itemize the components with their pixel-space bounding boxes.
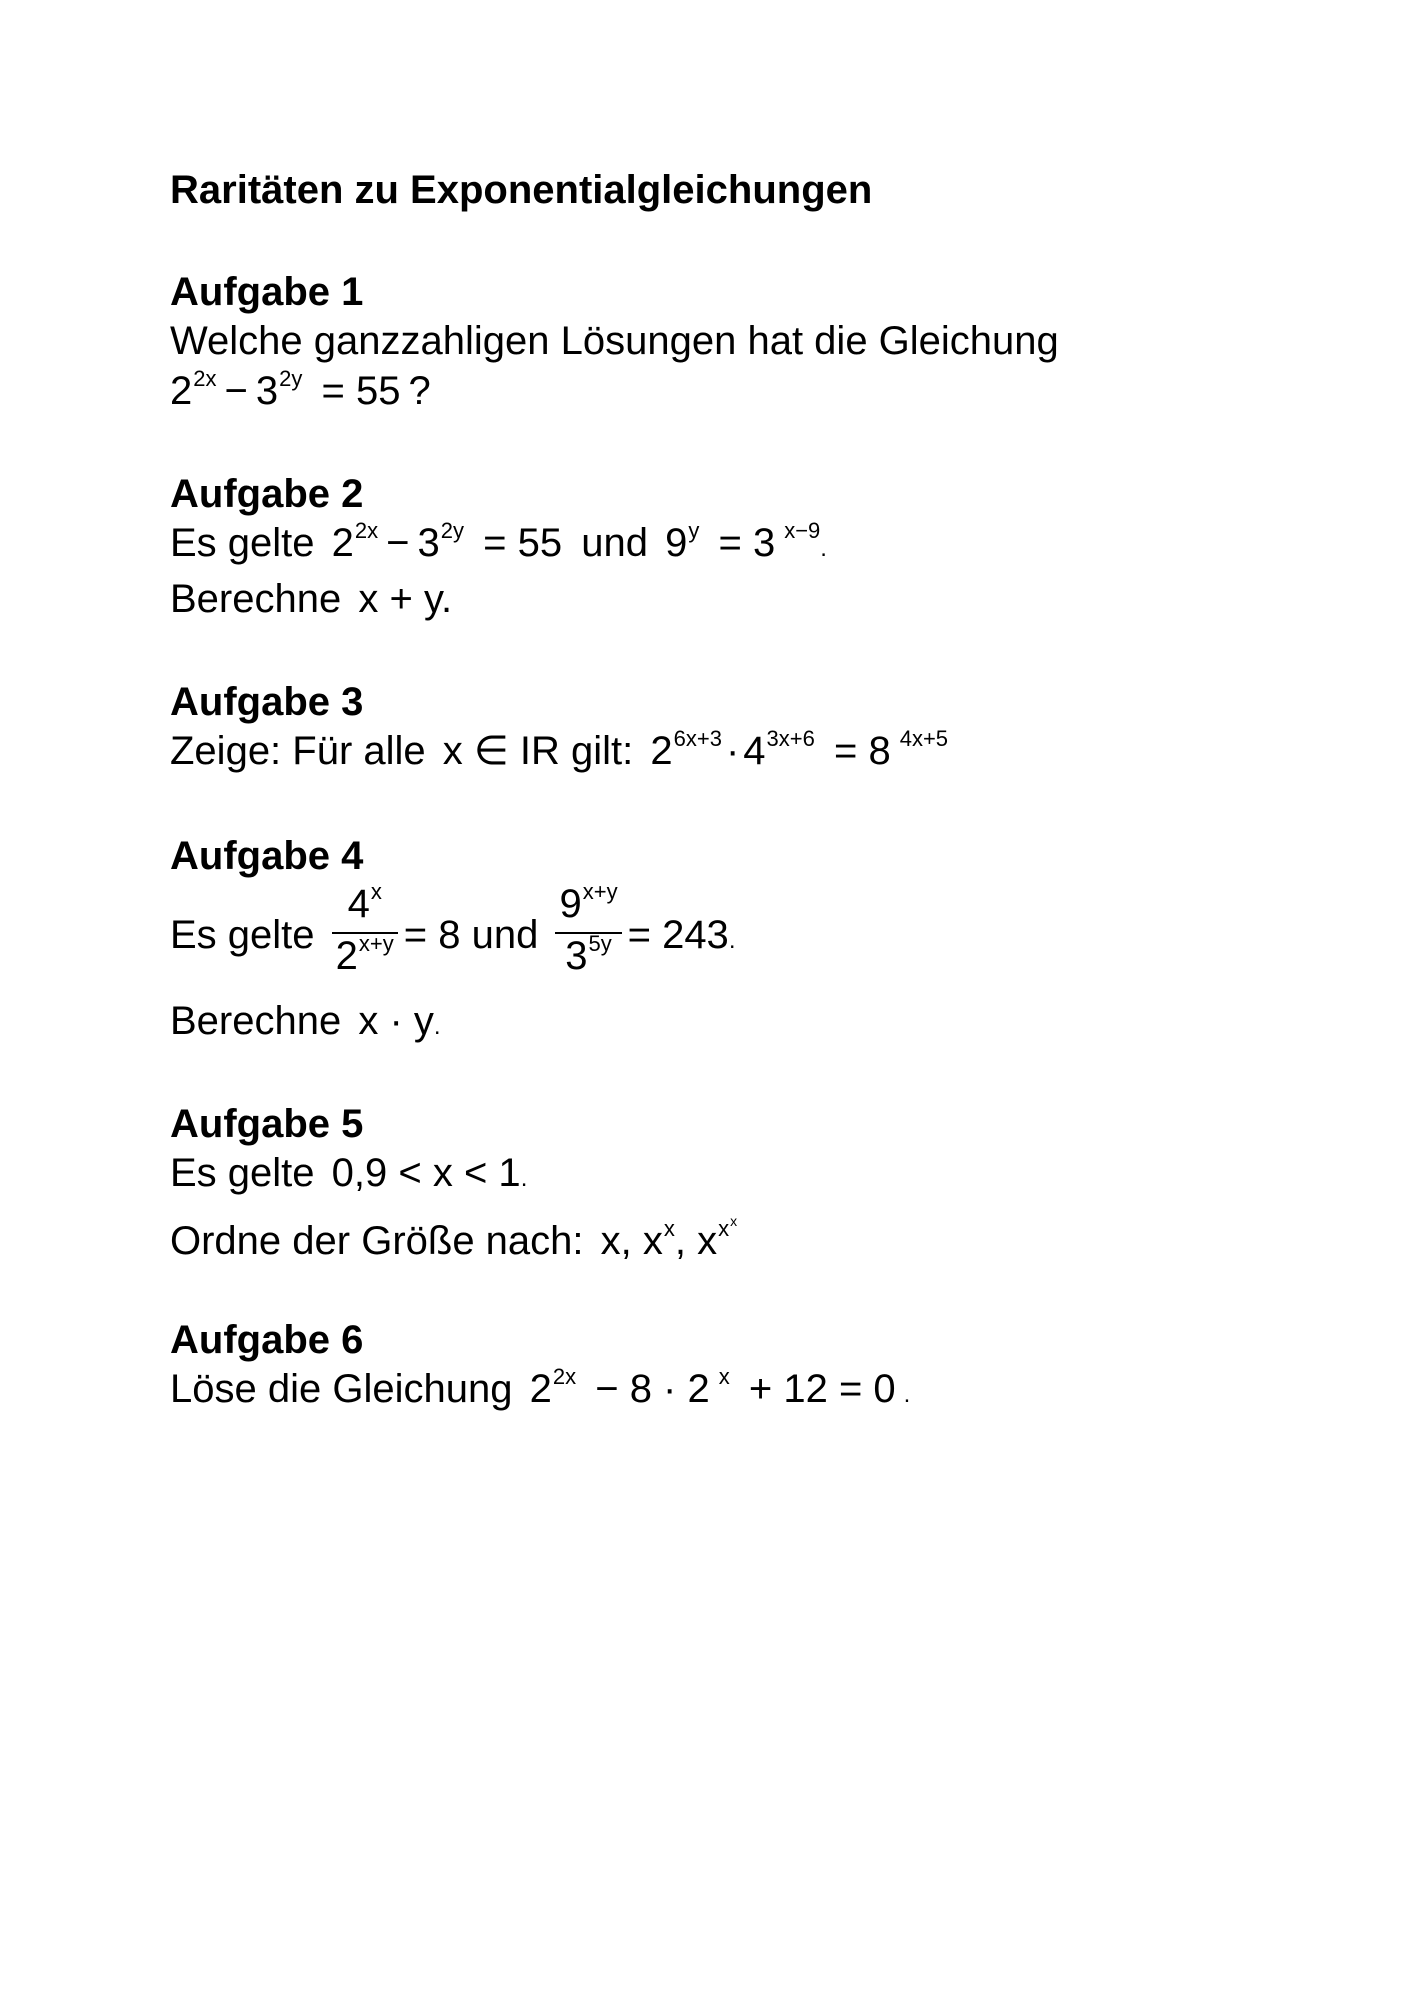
task-2-instruction: Berechne x + y.	[170, 577, 453, 621]
document-title: Raritäten zu Exponentialgleichungen	[170, 168, 873, 212]
task-1	[170, 268, 1320, 422]
task-4-instruction: Berechne x · y.	[170, 999, 441, 1043]
document-page	[170, 0, 1320, 2000]
task-6-equation: Löse die Gleichung $2^{2x} - 8 \cdot 2$ $^x$ + 12 = 0 .	[170, 1364, 911, 1411]
task-5-heading: Aufgabe 5	[170, 1102, 364, 1146]
task-4-heading: Aufgabe 4	[170, 834, 364, 878]
task-6	[170, 1316, 1320, 1420]
task-3-statement: Zeige: Für alle x ∈ IR gilt: $2^{6x+3} \cdot 4^{3x+6} = 8$ $^{4x+5}$	[170, 726, 949, 773]
task-5-condition: Es gelte 0,9 < x < 1.	[170, 1151, 528, 1195]
task-3-heading: Aufgabe 3	[170, 680, 364, 724]
task-1-heading: Aufgabe 1	[170, 270, 364, 314]
task-2	[170, 470, 1320, 624]
task-4-condition: Es gelte $\frac{4^x}{2^{x+y}}$ = 8 und $\frac{9^{x+y}}{3^{5y}}$ = 243.	[170, 880, 1320, 996]
task-5-instruction: Ordne der Größe nach: x, $x^x$, $x^{x^x}$	[170, 1213, 738, 1263]
task-5	[170, 1100, 1320, 1274]
task-2-condition: Es gelte $2^{2x} - 3^{2y} = 55$ und 9$^y$ = 3 $^{x-9}$.	[170, 518, 827, 565]
task-6-heading: Aufgabe 6	[170, 1318, 364, 1362]
fraction-2: $\frac{9^{x+y}}{3^{5y}}$	[555, 882, 621, 984]
fraction-1: $\frac{4^x}{2^{x+y}}$	[332, 882, 398, 984]
task-2-heading: Aufgabe 2	[170, 472, 364, 516]
task-3	[170, 678, 1320, 782]
task-1-question: Welche ganzzahligen Lösungen hat die Gleichung	[170, 319, 1059, 363]
task-1-equation: $2^{2x} - 3^{2y} = 55$ ?	[170, 366, 431, 413]
task-4	[170, 832, 1320, 1052]
